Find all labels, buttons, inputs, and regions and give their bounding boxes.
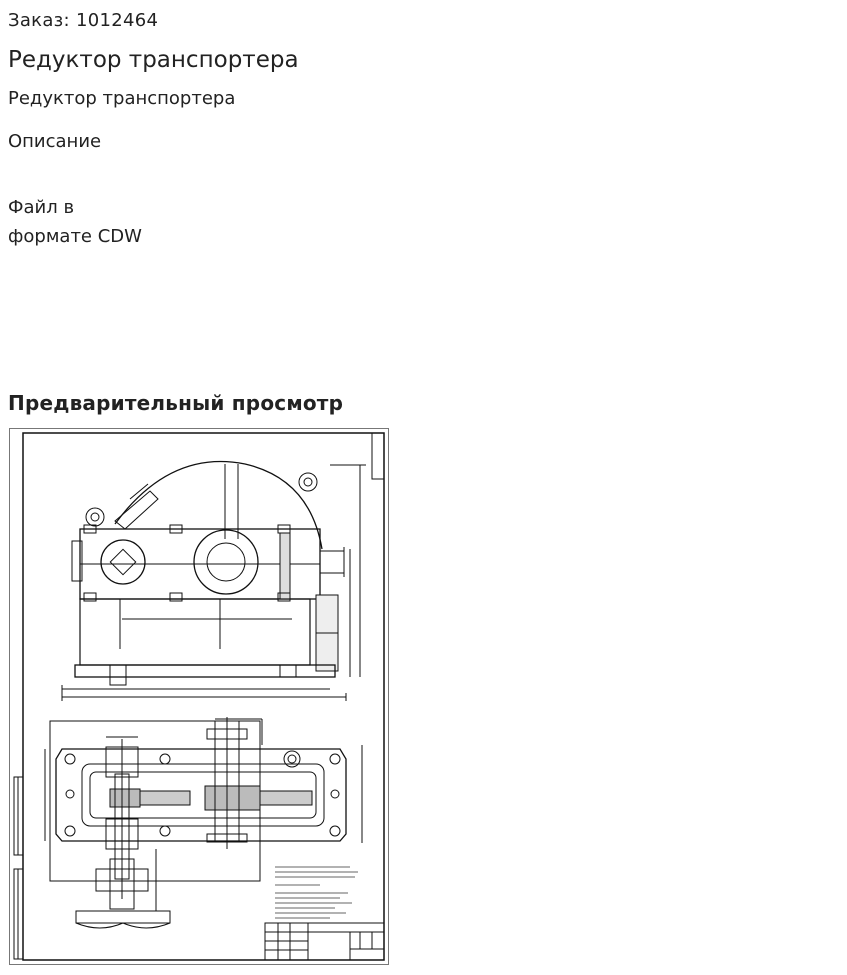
description-heading: Описание [8, 131, 102, 152]
file-info-line-1: Файл в [8, 197, 75, 218]
order-number: 1012464 [75, 10, 159, 31]
preview-heading: Предварительный просмотр [8, 391, 344, 415]
product-subtitle: Редуктор транспортера [8, 88, 236, 109]
file-format-info [8, 193, 168, 251]
order-number-line [8, 10, 158, 31]
drawing-preview-svg [10, 429, 388, 964]
order-label: Заказ: [8, 10, 70, 31]
page-title: Редуктор транспортера [8, 47, 299, 73]
file-info-line-2: формате CDW [8, 226, 142, 247]
preview-image[interactable] [9, 428, 389, 965]
